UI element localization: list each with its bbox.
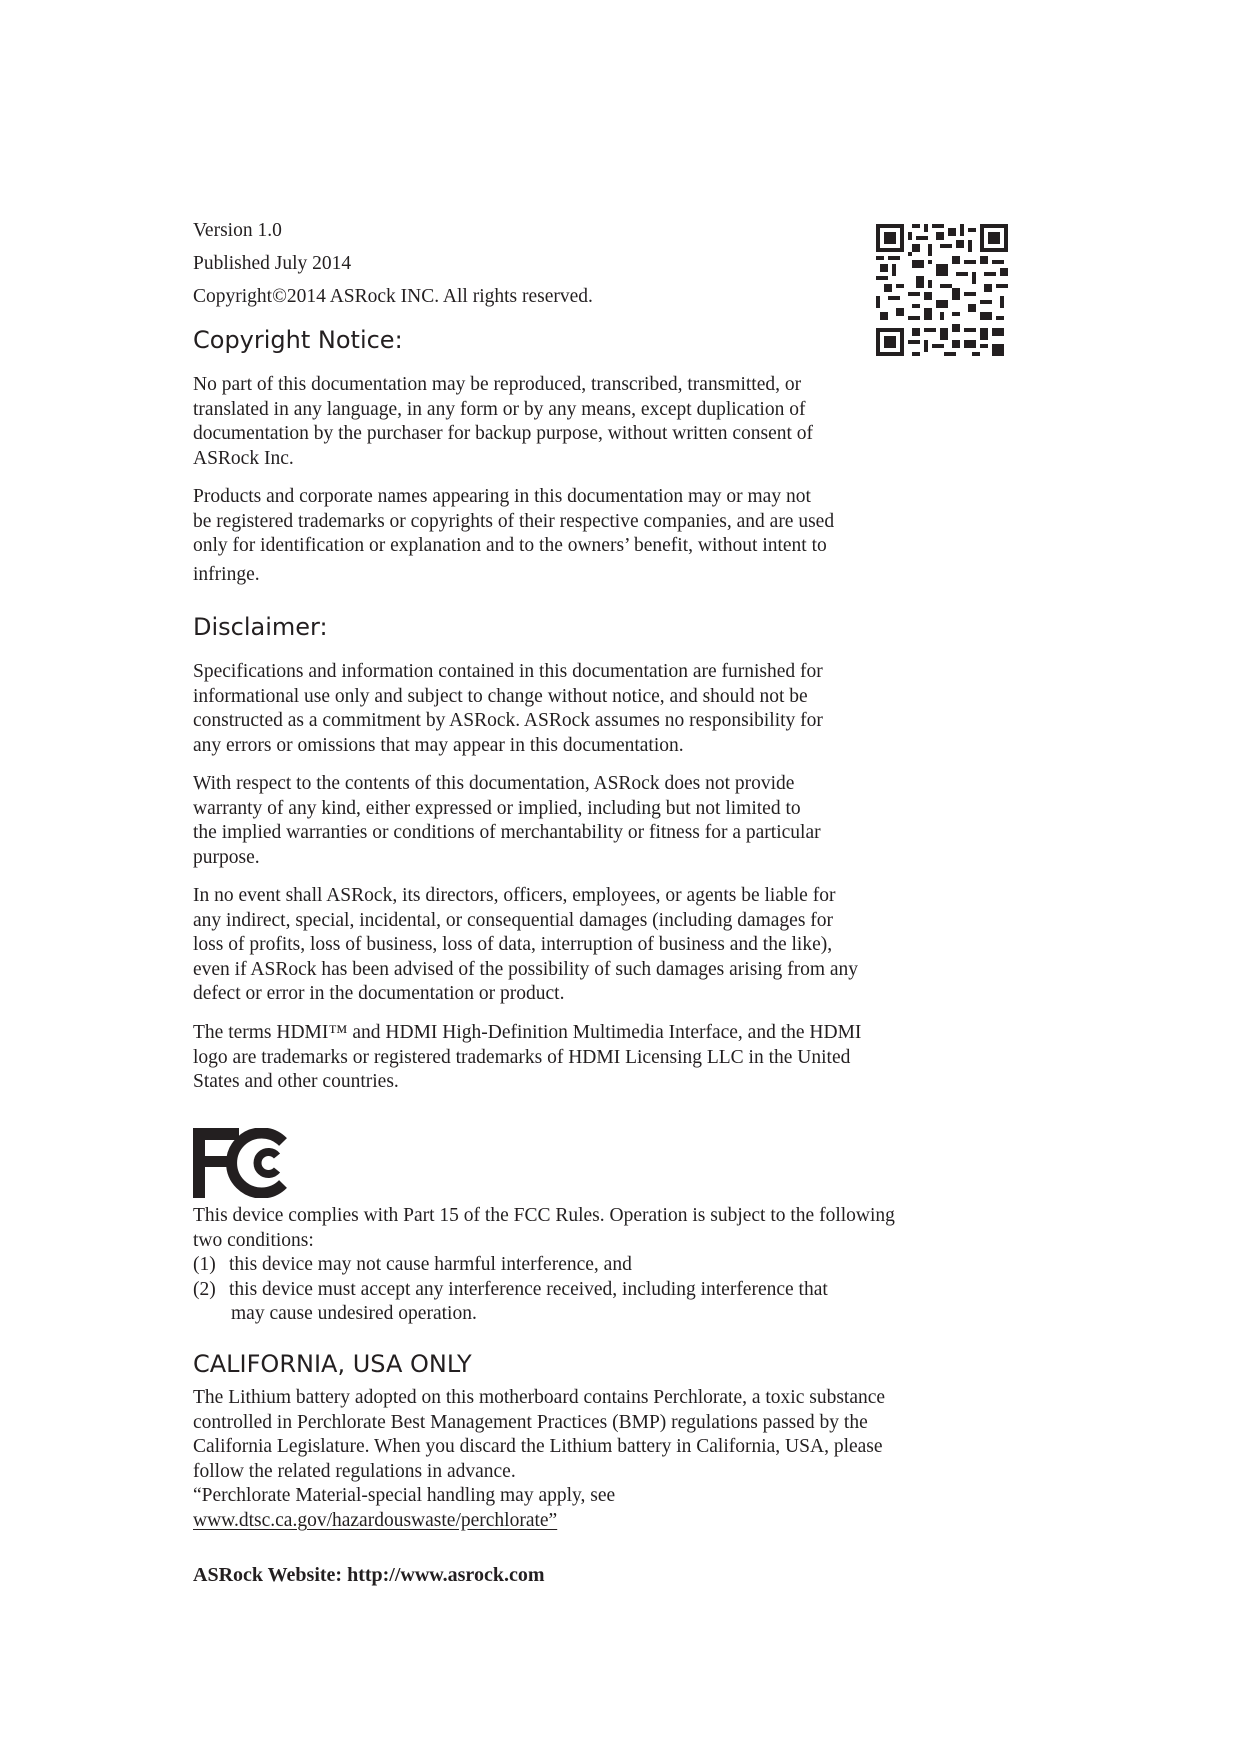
disclaimer-paragraph-1 bbox=[193, 660, 1023, 758]
text-line: With respect to the contents of this documentation, ASRock does not provide bbox=[193, 773, 795, 794]
california-heading: CALIFORNIA, USA ONLY bbox=[193, 1350, 472, 1378]
disclaimer-paragraph-3 bbox=[193, 884, 1023, 1007]
text-line: defect or error in the documentation or product. bbox=[193, 983, 565, 1005]
website-line: ASRock Website: http://www.asrock.com bbox=[193, 1564, 545, 1586]
list-number: (2) bbox=[193, 1278, 216, 1300]
text-line: only for identification or explanation and to the owners’ benefit, without intent to bbox=[193, 535, 827, 557]
text-line: “Perchlorate Material-special handling may apply, see bbox=[193, 1485, 616, 1507]
text-line: informational use only and subject to change without notice, and should not be bbox=[193, 685, 808, 707]
text-line: In no event shall ASRock, its directors, officers, employees, or agents be liable for bbox=[193, 885, 836, 906]
text-line: controlled in Perchlorate Best Management Practices (BMP) regulations passed by the bbox=[193, 1411, 868, 1433]
fcc-logo bbox=[193, 1128, 289, 1198]
text-line: follow the related regulations in advance. bbox=[193, 1460, 516, 1482]
text-line: infringe. bbox=[193, 563, 260, 585]
text-line: two conditions: bbox=[193, 1229, 314, 1251]
text-line: constructed as a commitment by ASRock. ASRock assumes no responsibility for bbox=[193, 710, 823, 732]
text-line: Specifications and information contained in this documentation are furnished for bbox=[193, 661, 823, 682]
qr-code bbox=[876, 224, 1008, 356]
text-line: This device complies with Part 15 of the FCC Rules. Operation is subject to the following bbox=[193, 1205, 895, 1226]
text-line: purpose. bbox=[193, 846, 260, 868]
disclaimer-heading: Disclaimer: bbox=[193, 613, 328, 641]
fcc-condition-1 bbox=[193, 1253, 1023, 1278]
disclaimer-paragraph-2 bbox=[193, 772, 1023, 870]
text-line: No part of this documentation may be reproduced, transcribed, transmitted, or bbox=[193, 374, 802, 395]
copyright-line: Copyright©2014 ASRock INC. All rights reserved. bbox=[193, 286, 593, 307]
california-paragraph bbox=[193, 1386, 1023, 1534]
list-text-continued: may cause undesired operation. bbox=[231, 1303, 477, 1325]
document-meta bbox=[193, 214, 593, 313]
version-label: Version 1.0 bbox=[193, 220, 282, 241]
fcc-statement bbox=[193, 1204, 1023, 1327]
text-line: The terms HDMI™ and HDMI High-Definition Multimedia Interface, and the HDMI bbox=[193, 1022, 862, 1043]
copyright-notice-heading: Copyright Notice: bbox=[193, 326, 403, 354]
fcc-condition-2 bbox=[193, 1278, 1023, 1303]
text-line: States and other countries. bbox=[193, 1071, 399, 1093]
text-line: loss of profits, loss of business, loss of data, interruption of business and the like), bbox=[193, 934, 833, 956]
copyright-notice-paragraph-1 bbox=[193, 373, 1023, 471]
text-line: any indirect, special, incidental, or consequential damages (including damages for bbox=[193, 909, 834, 931]
text-line: ASRock Inc. bbox=[193, 447, 294, 469]
text-line: any errors or omissions that may appear in this documentation. bbox=[193, 734, 684, 756]
text-line: be registered trademarks or copyrights of their respective companies, and are used bbox=[193, 510, 835, 532]
text-line: translated in any language, in any form or by any means, except duplication of bbox=[193, 398, 806, 420]
text-line: even if ASRock has been advised of the possibility of such damages arising from any bbox=[193, 958, 859, 980]
text-line: Products and corporate names appearing in this documentation may or may not bbox=[193, 486, 811, 507]
copyright-notice-paragraph-2 bbox=[193, 485, 1023, 587]
list-number: (1) bbox=[193, 1254, 216, 1276]
text-line: California Legislature. When you discard the Lithium battery in California, USA, please bbox=[193, 1436, 883, 1458]
perchlorate-link[interactable]: www.dtsc.ca.gov/hazardouswaste/perchlorate” bbox=[193, 1509, 558, 1531]
disclaimer-paragraph-4 bbox=[193, 1021, 1023, 1095]
text-line: documentation by the purchaser for backup purpose, without written consent of bbox=[193, 423, 814, 445]
list-text: this device must accept any interference received, including interference that bbox=[229, 1278, 828, 1300]
text-line: logo are trademarks or registered trademarks of HDMI Licensing LLC in the United bbox=[193, 1046, 851, 1068]
text-line: The Lithium battery adopted on this motherboard contains Perchlorate, a toxic substance bbox=[193, 1387, 886, 1408]
list-text: this device may not cause harmful interference, and bbox=[229, 1254, 632, 1276]
text-line: the implied warranties or conditions of merchantability or fitness for a particular bbox=[193, 822, 821, 844]
published-date: Published July 2014 bbox=[193, 253, 352, 274]
text-line: warranty of any kind, either expressed or implied, including but not limited to bbox=[193, 797, 801, 819]
